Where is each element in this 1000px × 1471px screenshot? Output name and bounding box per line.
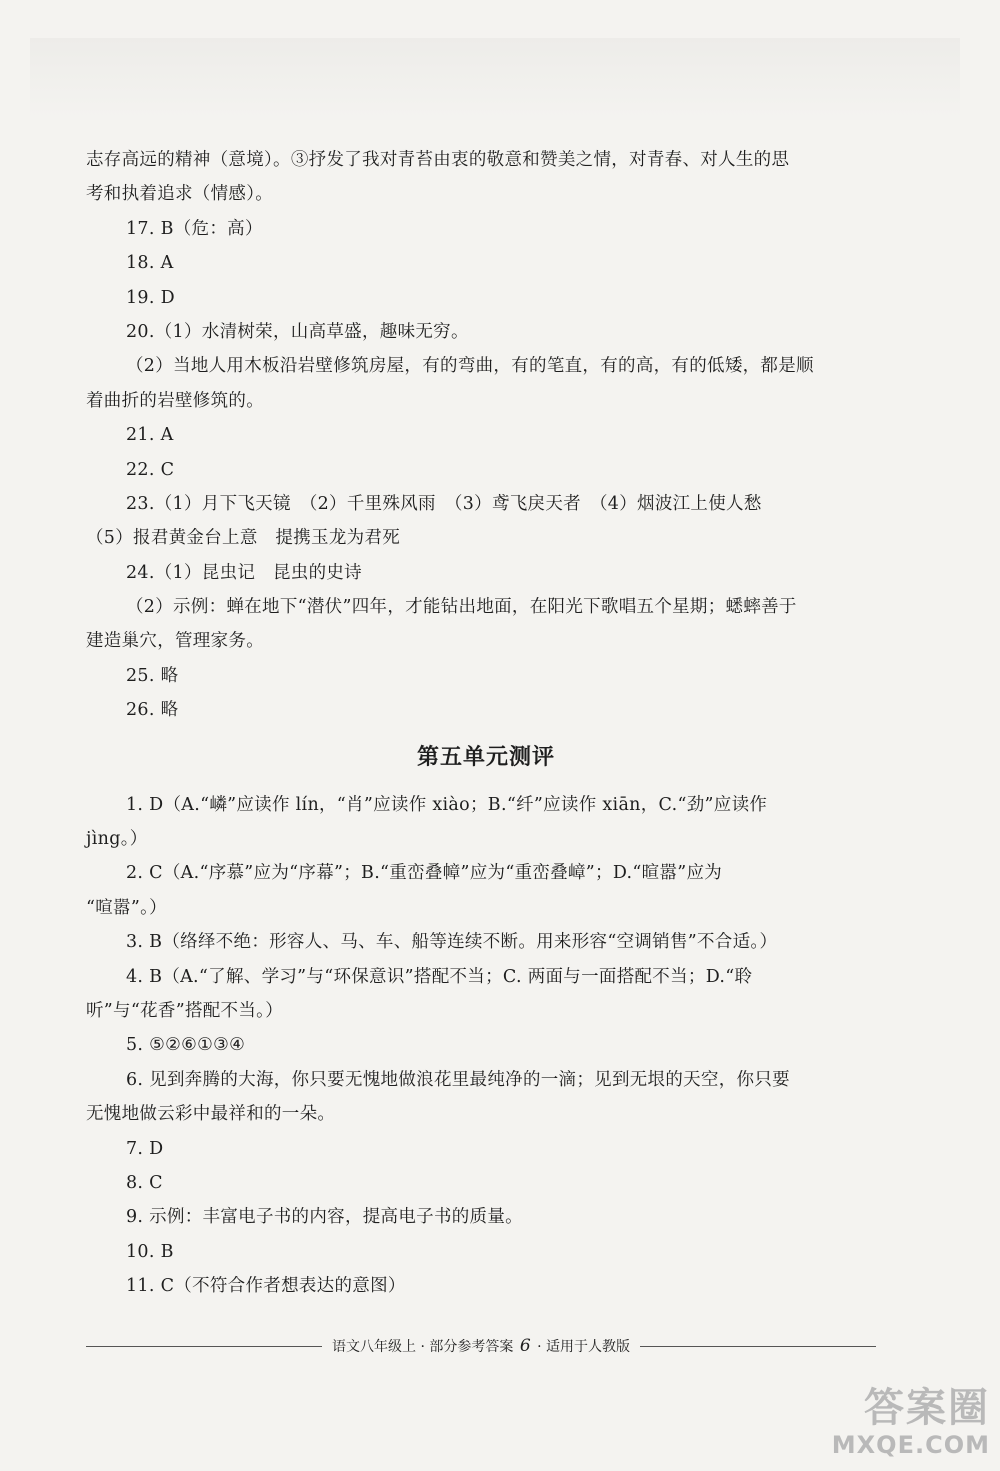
answer-line: 建造巢穴，管理家务。 (86, 631, 264, 652)
answer-line: 23.（1）月下飞天镜 （2）千里殊风雨 （3）鸢飞戾天者 （4）烟波江上使人愁 (126, 493, 762, 514)
answer-line: 无愧地做云彩中最祥和的一朵。 (86, 1104, 336, 1125)
scan-artifact (30, 38, 960, 118)
answer-line: 7. D (126, 1138, 164, 1159)
answer-line: 着曲折的岩壁修筑的。 (86, 390, 264, 411)
answer-line: “喧嚣”。） (86, 897, 167, 918)
answer-line: 21. A (126, 425, 174, 446)
watermark (800, 1385, 990, 1465)
answer-line: 19. D (126, 287, 175, 308)
answer-line: 24.（1）昆虫记 昆虫的史诗 (126, 562, 362, 583)
page-footer (86, 1334, 876, 1358)
answer-line: 11. C（不符合作者想表达的意图） (126, 1276, 406, 1297)
answer-line: 1. D（A.“嶙”应读作 lín，“肖”应读作 xiào；B.“纤”应读作 xiān，C.“劲”应读作 (126, 794, 768, 815)
answer-line: 20.（1）水清树荣，山高草盛，趣味无穷。 (126, 321, 469, 342)
section-title: 第五单元测评 (416, 744, 555, 770)
answer-line: 4. B（A.“了解、学习”与“环保意识”搭配不当；C. 两面与一面搭配不当；D.“聆 (126, 966, 753, 987)
answer-line: （5）报君黄金台上意 提携玉龙为君死 (86, 528, 401, 549)
answer-line: jìng。） (86, 829, 148, 850)
answers-section-4 (86, 143, 886, 728)
answers-section-5 (86, 788, 886, 1304)
answer-line: 听”与“花香”搭配不当。） (86, 1000, 283, 1021)
footer-rule-left (86, 1346, 322, 1347)
answer-line: 10. B (126, 1241, 174, 1262)
answer-line: 3. B（络绎不绝：形容人、马、车、船等连续不断。用来形容“空调销售”不合适。） (126, 932, 778, 953)
footer-edition: · 适用于人教版 (537, 1339, 630, 1355)
watermark-logo: 答案圈 (864, 1385, 990, 1431)
answer-line: 22. C (126, 459, 175, 480)
answer-line: 8. C (126, 1172, 163, 1193)
answer-line: 25. 略 (126, 665, 179, 686)
answer-line: 考和执着追求（情感）。 (86, 184, 274, 205)
answer-line: （2）示例：蝉在地下“潜伏”四年，才能钻出地面，在阳光下歌唱五个星期；蟋蟀善于 (126, 597, 797, 618)
answer-line: 9. 示例：丰富电子书的内容，提高电子书的质量。 (126, 1207, 523, 1228)
answer-line: 2. C（A.“序慕”应为“序幕”；B.“重峦叠幛”应为“重峦叠嶂”；D.“暄嚣”应为 (126, 863, 723, 884)
answer-content (86, 143, 886, 1304)
answer-line: 17. B（危：高） (126, 218, 263, 239)
answer-line: 26. 略 (126, 700, 179, 721)
answer-line: 志存高远的精神（意境）。③抒发了我对青苔由衷的敬意和赞美之情，对青春、对人生的思 (86, 150, 790, 170)
footer-book: 语文八年级上 · 部分参考答案 (332, 1339, 514, 1355)
answer-line: （2）当地人用木板沿岩壁修筑房屋，有的弯曲，有的笔直，有的高，有的低矮，都是顺 (126, 356, 814, 377)
watermark-url: MXQE.COM (831, 1431, 990, 1459)
answer-line: 5. ⑤②⑥①③④ (126, 1035, 246, 1056)
footer-text (322, 1336, 640, 1356)
answer-line: 6. 见到奔腾的大海，你只要无愧地做浪花里最纯净的一滴；见到无垠的天空，你只要 (126, 1069, 790, 1090)
page-number: 6 (519, 1336, 531, 1356)
footer-rule-right (640, 1346, 876, 1347)
answer-line: 18. A (126, 253, 174, 274)
